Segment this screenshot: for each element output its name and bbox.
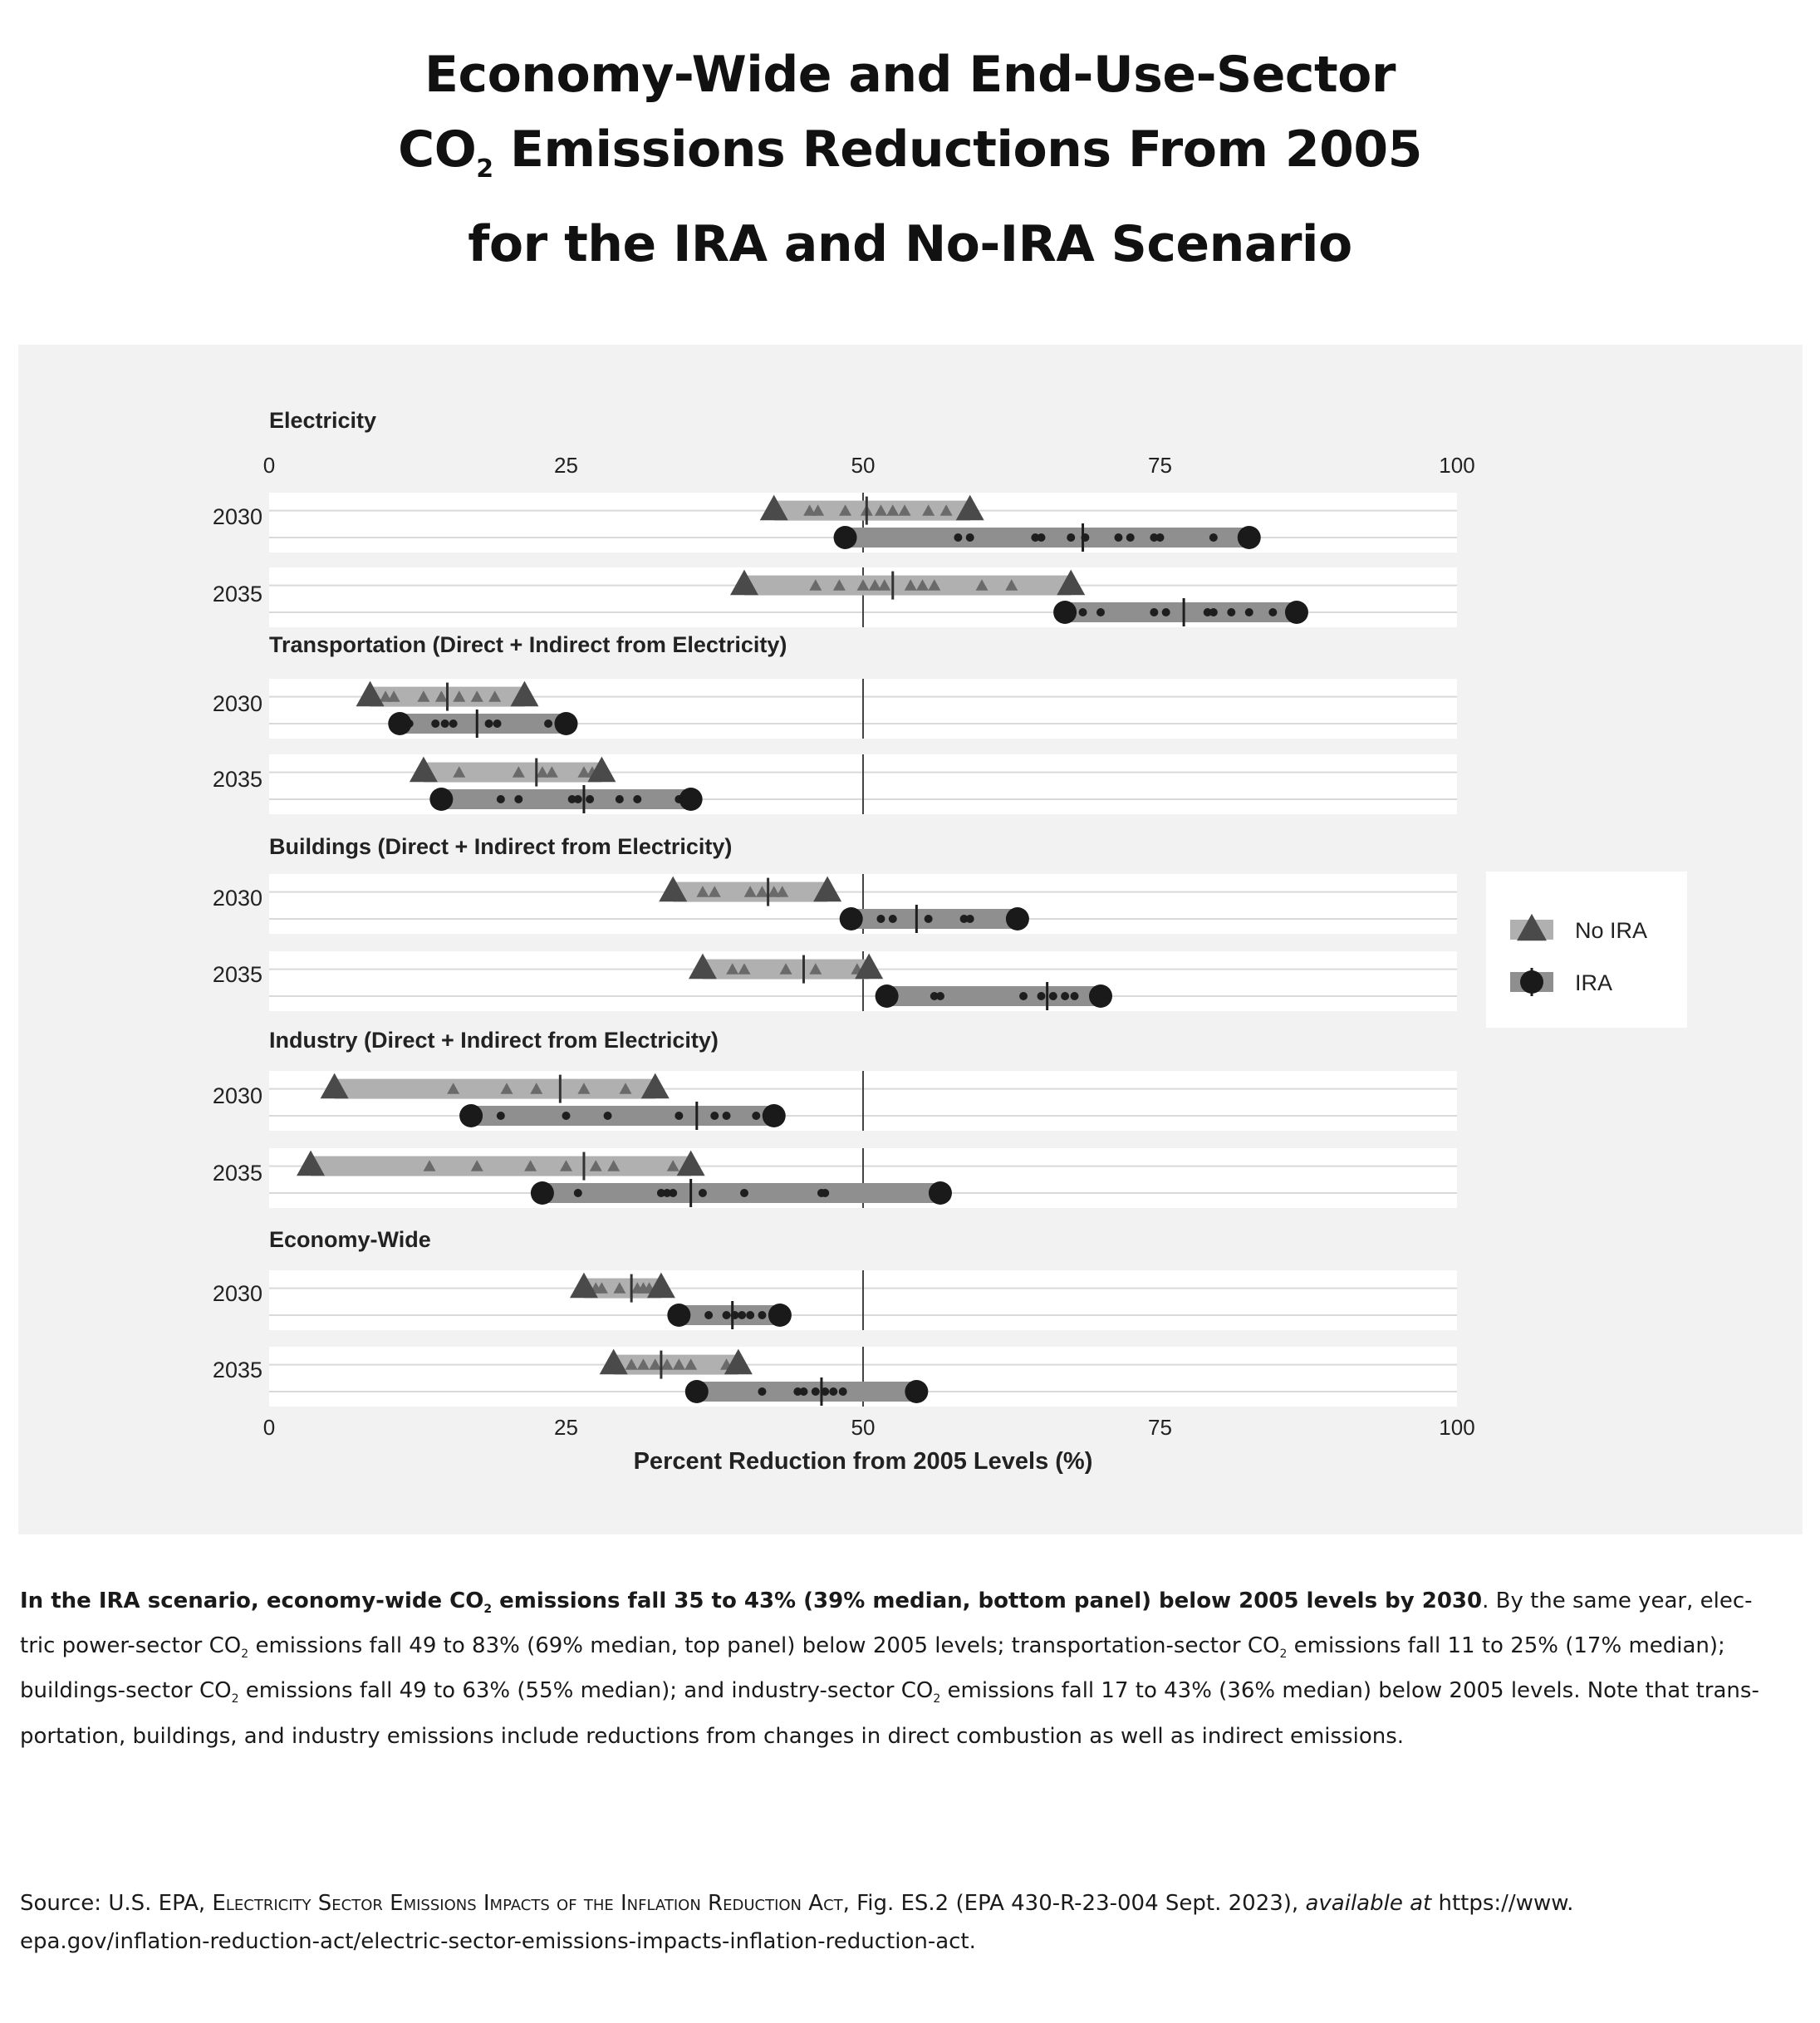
ira-point xyxy=(829,1387,837,1396)
title-co: CO xyxy=(398,120,477,179)
caption-text-6: emissions fall 49 to 63% (55% median); and industry-sector CO xyxy=(238,1678,934,1704)
panel-title: Industry (Direct + Indirect from Electricity) xyxy=(269,1028,719,1053)
ira-point xyxy=(586,795,594,803)
ira-point xyxy=(1209,608,1218,616)
row-year-label: 2035 xyxy=(212,1161,262,1186)
caption-sub-5: 2 xyxy=(231,1692,239,1706)
title-subscript: 2 xyxy=(476,155,493,184)
ira-point xyxy=(441,719,449,728)
ira-point xyxy=(1268,608,1277,616)
caption-text-1: . By the same year, elec- xyxy=(1482,1588,1753,1613)
ira-point xyxy=(574,795,582,803)
ira-point xyxy=(710,1112,719,1120)
ira-min-marker xyxy=(388,712,411,735)
ira-point xyxy=(821,1189,829,1197)
ira-point xyxy=(616,795,624,803)
caption-sub-6: 2 xyxy=(933,1692,941,1706)
caption-bold xyxy=(20,1588,1483,1617)
ira-point xyxy=(1079,608,1087,616)
ira-point xyxy=(1067,533,1075,542)
ira-point xyxy=(723,1112,731,1120)
ira-point xyxy=(704,1311,713,1319)
legend-box xyxy=(1486,872,1687,1028)
bottom-axis-tick-0: 0 xyxy=(262,1415,276,1440)
chart-panel xyxy=(18,345,1803,1534)
caption-bold-b: emissions fall 35 to 43% (39% median, bottom panel) below 2005 levels by 2030 xyxy=(492,1588,1483,1613)
panel-title: Electricity xyxy=(269,408,377,433)
ira-point xyxy=(889,915,897,923)
title-line-1: Economy-Wide and End-Use-Sector xyxy=(424,46,1396,104)
ira-range-bar xyxy=(846,528,1249,547)
ira-point xyxy=(1162,608,1170,616)
ira-point xyxy=(966,915,974,923)
ira-point xyxy=(925,915,933,923)
ira-point xyxy=(758,1387,766,1396)
ira-point xyxy=(746,1311,754,1319)
panel-title: Transportation (Direct + Indirect from Electricity) xyxy=(269,632,787,657)
ira-min-marker xyxy=(459,1104,483,1127)
ira-min-marker xyxy=(834,526,857,549)
ira-point xyxy=(800,1387,808,1396)
no-ira-range-bar xyxy=(311,1156,691,1176)
ira-point xyxy=(497,1112,505,1120)
figure-caption xyxy=(20,1583,1806,1755)
ira-point xyxy=(699,1189,707,1197)
row-year-label: 2035 xyxy=(212,582,262,606)
chart-svg xyxy=(18,345,1803,1534)
legend-no-ira-label: No IRA xyxy=(1575,918,1648,943)
ira-max-marker xyxy=(763,1104,786,1127)
ira-range-bar xyxy=(851,909,1018,929)
ira-min-marker xyxy=(685,1380,709,1403)
ira-point xyxy=(936,992,944,1000)
source-prefix: Source: U.S. EPA, xyxy=(20,1891,213,1916)
ira-point xyxy=(1227,608,1235,616)
row-year-label: 2030 xyxy=(212,886,262,911)
ira-point xyxy=(1061,992,1069,1000)
ira-max-marker xyxy=(768,1304,792,1327)
ira-point xyxy=(669,1189,677,1197)
ira-max-marker xyxy=(555,712,578,735)
ira-point xyxy=(431,719,439,728)
row-year-label: 2030 xyxy=(212,1281,262,1306)
source-url-1[interactable]: https://www. xyxy=(1431,1891,1574,1916)
x-axis-label: Percent Reduction from 2005 Levels (%) xyxy=(633,1448,1093,1475)
ira-point xyxy=(1096,608,1105,616)
ira-max-marker xyxy=(929,1181,952,1205)
title-line-3: for the IRA and No-IRA Scenario xyxy=(468,215,1352,273)
row-year-label: 2035 xyxy=(212,767,262,792)
ira-max-marker xyxy=(1285,601,1308,624)
no-ira-range-bar xyxy=(335,1079,655,1099)
ira-range-bar xyxy=(441,789,690,809)
ira-min-marker xyxy=(429,788,453,811)
ira-point xyxy=(604,1112,612,1120)
ira-min-marker xyxy=(1053,601,1077,624)
top-axis-tick-100: 100 xyxy=(1439,453,1475,478)
ira-point xyxy=(1038,992,1046,1000)
caption-text-8: portation, buildings, and industry emissions include reductions from changes in direct combustion as well as indirect emissions. xyxy=(20,1723,1405,1749)
title-line-2-rest: Emissions Reductions From 2005 xyxy=(493,120,1422,179)
ira-point xyxy=(812,1387,820,1396)
ira-point xyxy=(485,719,493,728)
bottom-axis-tick-100: 100 xyxy=(1439,1415,1475,1440)
caption-text-5: buildings-sector CO xyxy=(20,1678,232,1704)
row-year-label: 2030 xyxy=(212,1083,262,1108)
ira-point xyxy=(740,1189,748,1197)
ira-min-marker xyxy=(840,907,863,930)
row-year-label: 2035 xyxy=(212,962,262,987)
ira-point xyxy=(449,719,458,728)
ira-point xyxy=(752,1112,760,1120)
caption-sub-3: 2 xyxy=(1279,1647,1288,1662)
top-axis-tick-50: 50 xyxy=(851,453,876,478)
panel-title: Economy-Wide xyxy=(269,1227,431,1252)
ira-point xyxy=(1126,533,1135,542)
top-axis-tick-25: 25 xyxy=(554,453,578,478)
legend-ira-label: IRA xyxy=(1575,970,1613,995)
caption-text-3: emissions fall 49 to 83% (69% median, top panel) below 2005 levels; transportation-sector CO xyxy=(248,1633,1280,1659)
ira-max-marker xyxy=(905,1380,928,1403)
row-year-label: 2030 xyxy=(212,504,262,529)
row-year-label: 2030 xyxy=(212,691,262,716)
ira-point xyxy=(966,533,974,542)
ira-point xyxy=(514,795,522,803)
caption-text-7: emissions fall 17 to 43% (36% median) below 2005 levels. Note that trans- xyxy=(940,1678,1759,1704)
source-note xyxy=(20,1884,1806,1961)
source-available-at: available at xyxy=(1305,1891,1432,1916)
ira-max-marker xyxy=(679,788,703,811)
ira-point xyxy=(1114,533,1122,542)
ira-point xyxy=(1150,608,1158,616)
ira-point xyxy=(1019,992,1028,1000)
ira-point xyxy=(1038,533,1046,542)
bottom-axis-tick-50: 50 xyxy=(851,1415,876,1440)
source-mid: , Fig. ES.2 (EPA 430-R-23-004 Sept. 2023), xyxy=(842,1891,1306,1916)
ira-point xyxy=(675,1112,683,1120)
ira-min-marker xyxy=(667,1304,690,1327)
ira-point xyxy=(574,1189,582,1197)
caption-bold-sub: 2 xyxy=(483,1603,493,1617)
top-axis-tick-0: 0 xyxy=(262,453,276,478)
ira-point xyxy=(1245,608,1253,616)
legend-ira-marker xyxy=(1520,970,1543,994)
ira-point xyxy=(954,533,962,542)
ira-min-marker xyxy=(876,984,899,1008)
ira-point xyxy=(876,915,885,923)
bottom-axis-tick-25: 25 xyxy=(554,1415,578,1440)
ira-min-marker xyxy=(531,1181,554,1205)
ira-point xyxy=(758,1311,766,1319)
ira-point xyxy=(1071,992,1079,1000)
caption-text-4: emissions fall 11 to 25% (17% median); xyxy=(1287,1633,1725,1659)
caption-sub-2: 2 xyxy=(241,1647,249,1662)
no-ira-range-bar xyxy=(774,501,970,521)
row-year-label: 2035 xyxy=(212,1358,262,1382)
ira-range-bar xyxy=(400,714,566,734)
ira-point xyxy=(839,1387,847,1396)
caption-text-2: tric power-sector CO xyxy=(20,1633,242,1659)
top-axis-tick-75: 75 xyxy=(1148,453,1172,478)
ira-max-marker xyxy=(1238,526,1261,549)
ira-point xyxy=(544,719,552,728)
ira-max-marker xyxy=(1089,984,1112,1008)
ira-point xyxy=(1156,533,1165,542)
ira-point xyxy=(497,795,505,803)
ira-point xyxy=(723,1311,731,1319)
ira-point xyxy=(493,719,502,728)
no-ira-range-bar xyxy=(424,763,602,783)
ira-point xyxy=(738,1311,746,1319)
title-line-2 xyxy=(0,112,1820,207)
source-url-2[interactable]: epa.gov/inflation-reduction-act/electric-sector-emissions-impacts-inflation-reduction-act. xyxy=(20,1929,976,1954)
caption-bold-a: In the IRA scenario, economy-wide CO xyxy=(20,1588,484,1613)
ira-point xyxy=(562,1112,571,1120)
chart-title xyxy=(0,37,1820,282)
ira-max-marker xyxy=(1006,907,1029,930)
ira-point xyxy=(633,795,641,803)
ira-point xyxy=(1049,992,1057,1000)
source-doc-title: Electricity Sector Emissions Impacts of the Inflation Reduction Act xyxy=(212,1891,843,1916)
bottom-axis-tick-75: 75 xyxy=(1148,1415,1172,1440)
ira-point xyxy=(1209,533,1218,542)
panel-title: Buildings (Direct + Indirect from Electricity) xyxy=(269,834,733,859)
